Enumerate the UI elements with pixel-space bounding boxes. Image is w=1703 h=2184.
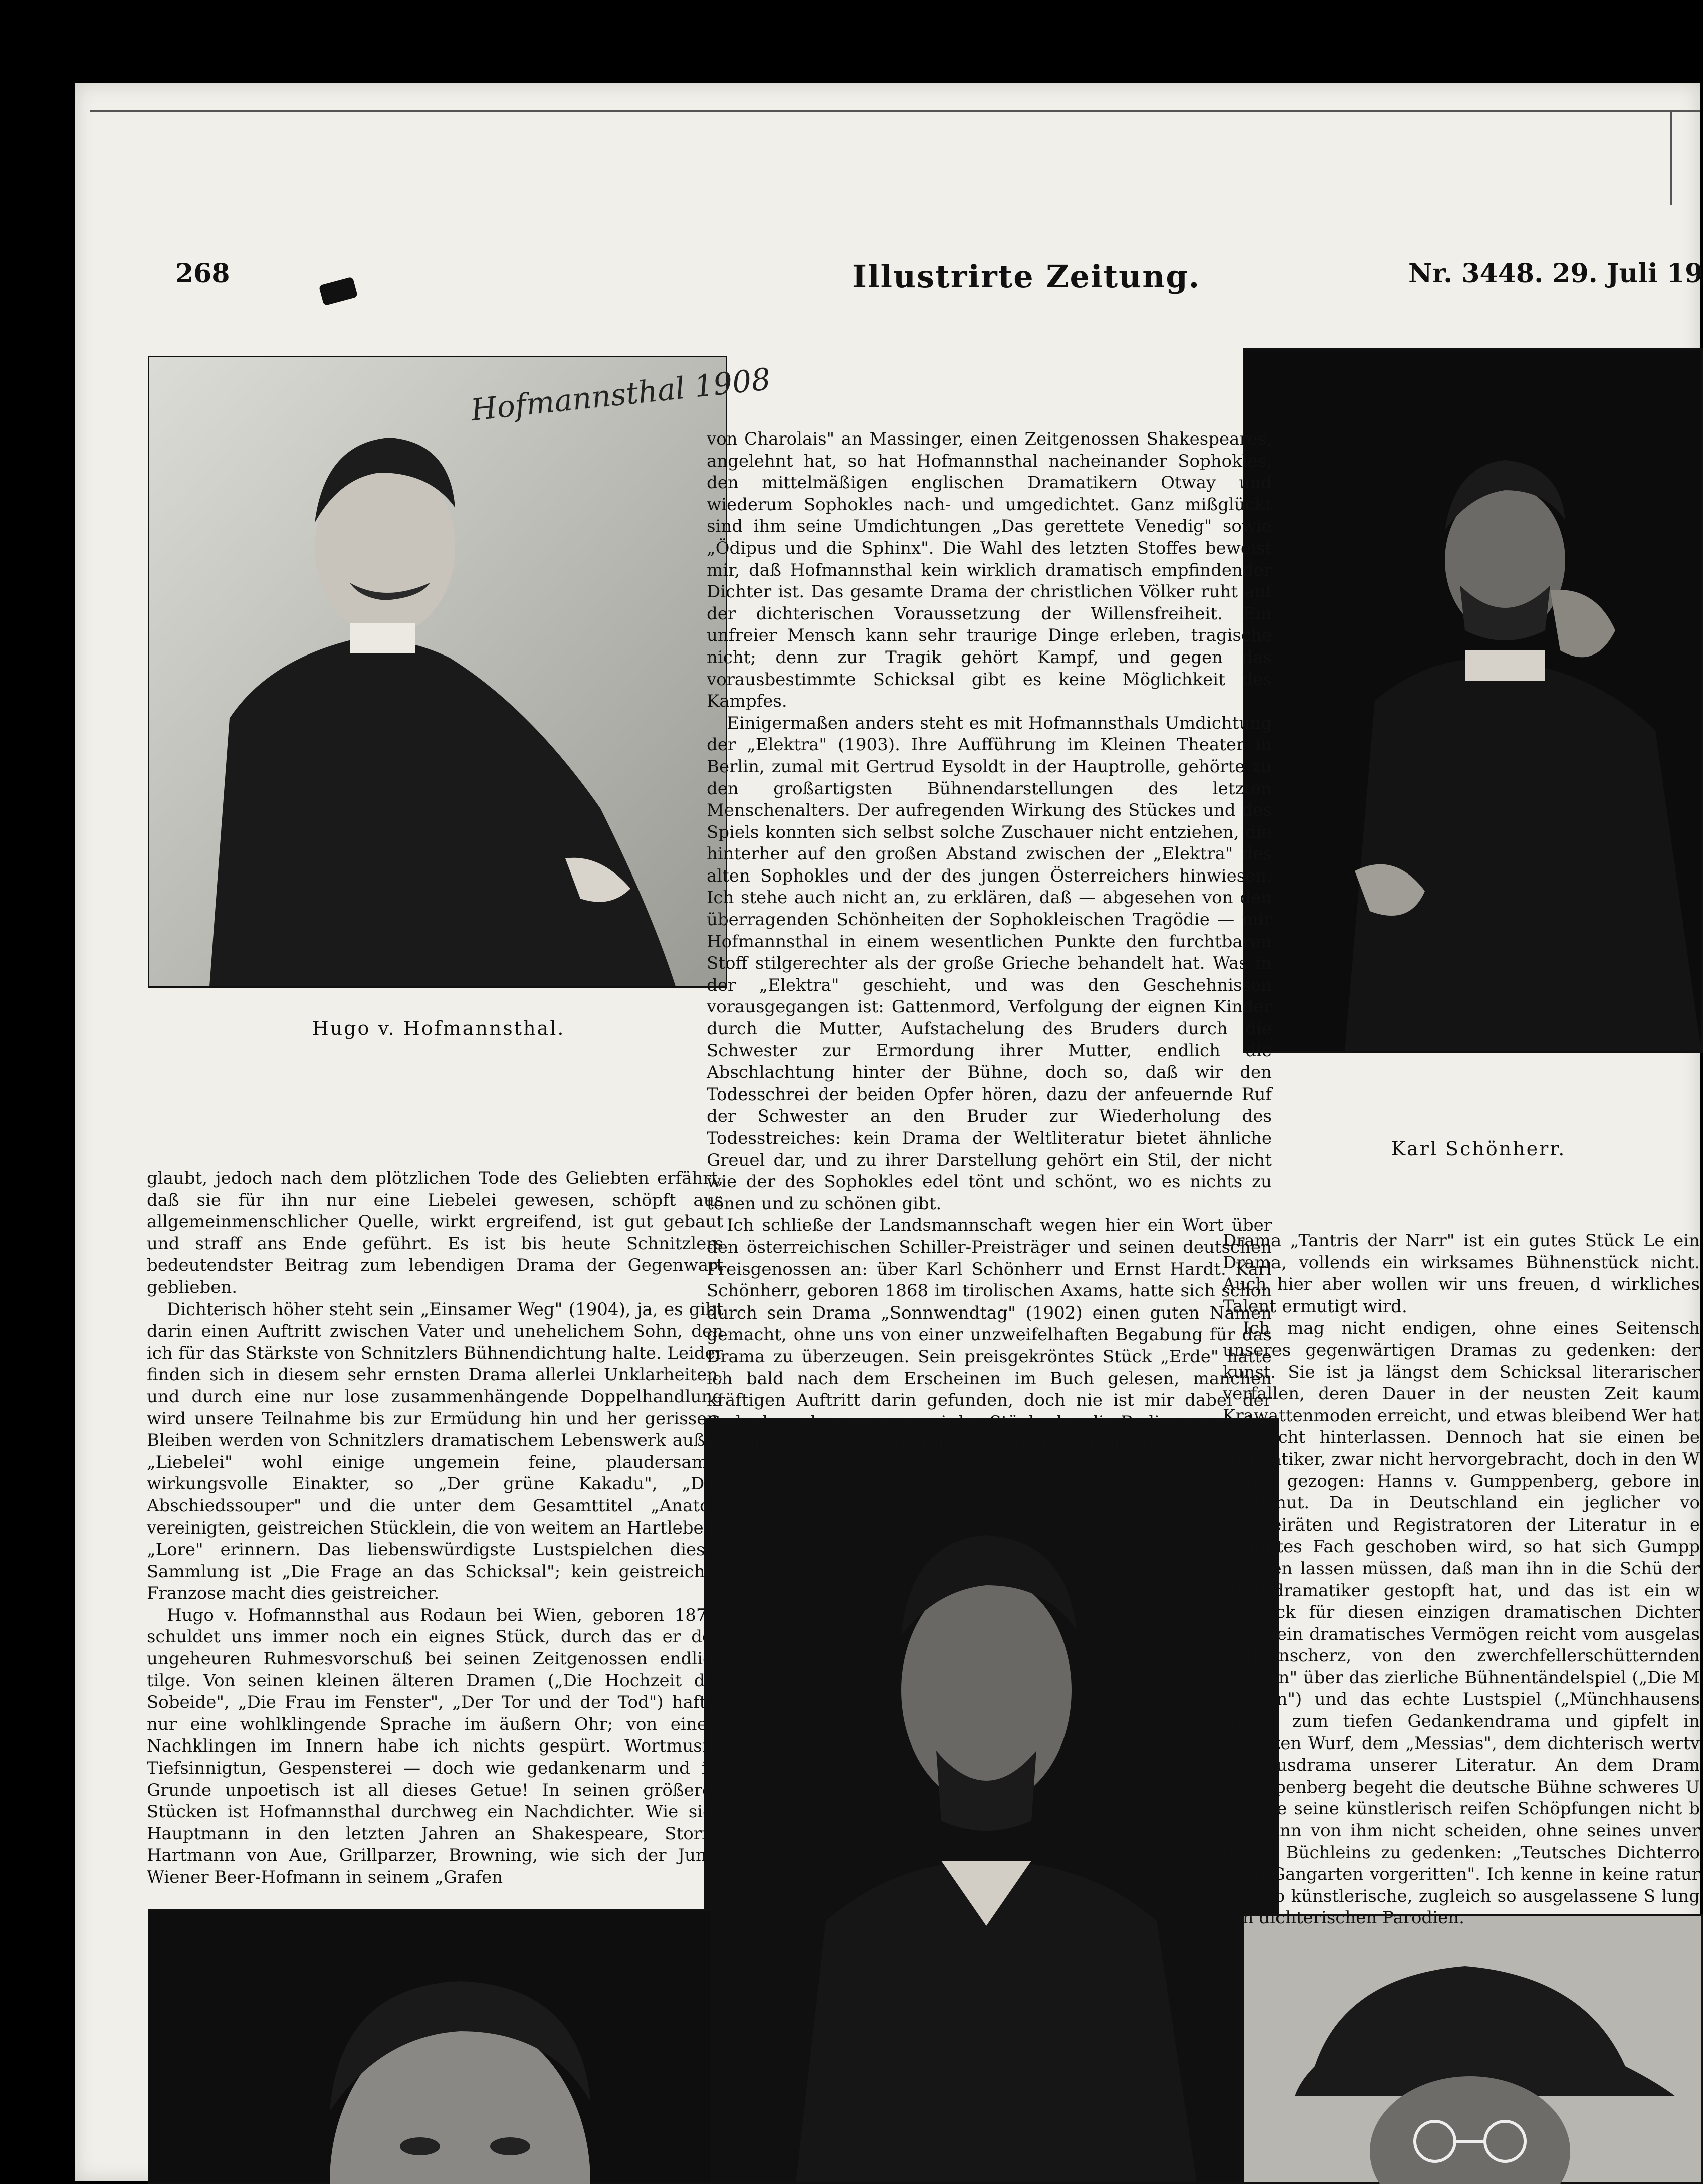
portrait-bottom-left-image	[149, 1911, 711, 2182]
photo-bottom-left-portrait	[148, 1909, 712, 2184]
photo-schoenherr	[1243, 348, 1703, 1053]
page-number: 268	[175, 258, 230, 289]
portrait-schoenherr-image	[1244, 350, 1701, 1051]
paragraph: Dichterisch höher steht sein „Einsamer Weg" (1904), ja, es gibt darin einen Auftritt zwischen Vater und unehelichem Sohn, den ich für das Stärkste von Schnitzlers Bühnendichtung halte. Leider finden sich in diesem sehr ernsten Drama allerlei Unklarheiten, und durch eine nur lose zusammenhängende Doppelhandlung wird unsere Teilnahme bis zur Ermüdung hin und her gerissen. Bleiben werden von Schnitzlers dramatischem Lebenswerk außer „Liebelei" wohl einige ungemein feine, plaudersame, wirkungsvolle Einakter, so „Der grüne Kakadu", „Das Abschiedssouper" und die unter dem Gesamttitel „Anatol" vereinigten, geistreichen Stücklein, die von weitem an Hartlebens „Lore" erinnern. Das liebenswürdigste Lustspielchen dieser Sammlung ist „Die Frage an das Schicksal"; kein geistreicher Franzose macht dies geistreicher.	[147, 1299, 723, 1604]
photo-hofmannsthal	[148, 356, 772, 988]
newspaper-page	[75, 83, 1703, 2181]
paragraph: Ich mag nicht endigen, ohne eines Seitensch unseres gegenwärtigen Dramas zu gedenken: der kunst. Sie ist ja längst dem Schicksal literarischer verfallen, deren Dauer in der neusten Zeit kaum Krawattenmoden erreicht, und etwas bleibend Wer hat sie nicht hinterlassen. Dennoch hat sie einen be Dramatiker, zwar nicht hervorgebracht, doch in den W grund gezogen: Hanns v. Gumppenberg, gebore in Landshut. Da in Deutschland ein jeglicher vo Kanzleiräten und Registratoren der Literatur in e stimmtes Fach geschoben wird, so hat sich Gumpp gefallen lassen müssen, daß man ihn in die Schü der Brettldramatiker gestopft hat, und das ist ein w Unglück für diesen einzigen dramatischen Dichter gew Sein dramatisches Vermögen reicht vom ausgelas Bühnenscherz, von den zwerchfellerschütternden dramen" über das zierliche Bühnentändelspiel („Die M königin") und das echte Lustspiel („Münchhausens wort") zum tiefen Gedankendrama und gipfelt in höchsten Wurf, dem „Messias", dem dichterisch wertv Christusdrama unserer Literatur. An dem Dram Gumppenberg begeht die deutsche Bühne schweres U daß sie seine künstlerisch reifen Schöpfungen nicht b Ich kann von ihm nicht scheiden, ohne seines unver lichen Büchleins zu gedenken: „Teutsches Dichterro allen Gangarten vorgeritten". Ich kenne in keine ratur eine so künstlerische, zugleich so ausgelassene S lung von dichterischen Parodien.	[1223, 1318, 1700, 1928]
ink-blot	[319, 277, 358, 306]
photo-middle-portrait	[704, 1418, 1279, 2184]
photo-bottom-right-portrait	[1243, 1914, 1703, 2184]
caption-hofmannsthal: Hugo v. Hofmannsthal.	[312, 1017, 565, 1039]
text-column-middle	[707, 428, 1272, 1454]
text-column-left	[147, 1168, 723, 1887]
paragraph: Hugo v. Hofmannsthal aus Rodaun bei Wien, geboren 1874, schuldet uns immer noch ein eignes Stück, durch das er den ungeheuren Ruhmesvorschuß bei seinen Zeitgenossen endlich tilge. Von seinen kleinen älteren Dramen („Die Hochzeit der Sobeide", „Die Frau im Fenster", „Der Tor und der Tod") haftet nur eine wohlklingende Sprache im äußern Ohr; von einem Nachklingen im Innern habe ich nichts gespürt. Wortmusik, Tiefsinnigtun, Gespensterei — doch wie gedankenarm und im Grunde unpoetisch ist all dieses Getue! In seinen größeren Stücken ist Hofmannsthal durchweg ein Nachdichter. Wie sich Hauptmann in den letzten Jahren an Shakespeare, Storm, Hartmann von Aue, Grillparzer, Browning, wie sich der Jung-Wiener Beer-Hofmann in seinem „Grafen	[147, 1605, 723, 1887]
caption-schoenherr: Karl Schönherr.	[1391, 1138, 1566, 1160]
paragraph: Ich schließe der Landsmannschaft wegen hier ein Wort über den österreichischen Schiller-Preisträger und seinen deutschen Preisgenossen an: über Karl Schönherr und Ernst Hardt. Karl Schönherr, geboren 1868 im tirolischen Axams, hatte sich schon durch sein Drama „Sonnwendtag" (1902) einen guten Namen gemacht, ohne uns von einer unzweifelhaften Begabung für das Drama zu überzeugen. Sein preisgekröntes Stück „Erde" hatte ich bald nach dem Erscheinen im Buch gelesen, manchen kräftigen Auftritt darin gefunden, doch nie ist mir dabei der Gedanke gekommen, es sei das Stück, das die Bedingungen des Schiller-Preises erfüllte. Indessen, die Geschichte dieses	[707, 1215, 1272, 1454]
masthead: Illustrirte Zeitung.	[852, 258, 1201, 295]
paragraph: glaubt, jedoch nach dem plötzlichen Tode des Geliebten erfährt, daß sie für ihn nur eine Liebelei gewesen, schöpft aus allgemeinmenschlicher Quelle, wirkt ergreifend, ist gut gebaut und straff ans Ende geführt. Es ist bis heute Schnitzlers bedeutendster Beitrag zum lebendigen Drama der Gegenwart geblieben.	[147, 1168, 723, 1297]
paragraph: von Charolais" an Massinger, einen Zeitgenossen Shakespeares, angelehnt hat, so hat Hofmannsthal nacheinander Sophokles, den mittelmäßigen englischen Dramatikern Otway und wiederum Sophokles nach- und umgedichtet. Ganz mißglückt sind ihm seine Umdichtungen „Das gerettete Venedig" sowie „Ödipus und die Sphinx". Die Wahl des letzten Stoffes beweist mir, daß Hofmannsthal kein wirklich dramatisch empfindender Dichter ist. Das gesamte Drama der christlichen Völker ruht auf der dichterischen Voraussetzung der Willensfreiheit. Ein unfreier Mensch kann sehr traurige Dinge erleben, tragische nicht; denn zur Tragik gehört Kampf, und gegen das vorausbestimmte Schicksal gibt es keine Möglichkeit des Kampfes.	[707, 429, 1272, 712]
signature: Hofmannsthal 1908	[469, 361, 772, 428]
portrait-middle-image	[706, 1420, 1277, 2182]
side-rule	[1670, 110, 1672, 205]
top-rule	[90, 110, 1700, 112]
portrait-hofmannsthal-image	[149, 357, 726, 986]
paragraph: Einigermaßen anders steht es mit Hofmannsthals Umdichtung der „Elektra" (1903). Ihre Aufführung im Kleinen Theater in Berlin, zumal mit Gertrud Eysoldt in der Hauptrolle, gehörte zu den großartigsten Bühnendarstellungen des letzten Menschenalters. Der aufregenden Wirkung des Stückes und des Spiels konnten sich selbst solche Zuschauer nicht entziehen, die hinterher auf den großen Abstand zwischen der „Elektra" des alten Sophokles und der des jungen Österreichers hinwiesen. Ich stehe auch nicht an, zu erklären, daß — abgesehen von den überragenden Schönheiten der Sophokleischen Tragödie — mir Hofmannsthal in einem wesentlichen Punkte den furchtbaren Stoff stilgerechter als der große Grieche behandelt hat. Was in der „Elektra" geschieht, und was den Geschehnissen vorausgegangen ist: Gattenmord, Verfolgung der eignen Kinder durch die Mutter, Aufstachelung des Bruders durch die Schwester zur Ermordung ihrer Mutter, endlich die Abschlachtung hinter der Bühne, doch so, daß wir den Todesschrei der beiden Opfer hören, dazu der anfeuernde Ruf der Schwester an den Bruder zur Wiederholung des Todesstreiches: kein Drama der Weltliteratur bietet ähnliche Greuel dar, und zu ihrer Darstellung gehört ein Stil, der nicht wie der des Sophokles edel tönt und schönt, wo es nichts zu tönen und zu schönen gibt.	[707, 713, 1272, 1214]
portrait-bottom-right-image	[1244, 1916, 1701, 2182]
text-column-right	[1223, 1230, 1700, 1928]
paragraph: Drama „Tantris der Narr" ist ein gutes Stück Le ein Drama, vollends ein wirksames Bühnenstück nicht. Auch hier aber wollen wir uns freuen, d wirkliches Talent ermutigt wird.	[1223, 1231, 1700, 1317]
issue-line: Nr. 3448. 29. Juli 19	[1408, 258, 1703, 289]
